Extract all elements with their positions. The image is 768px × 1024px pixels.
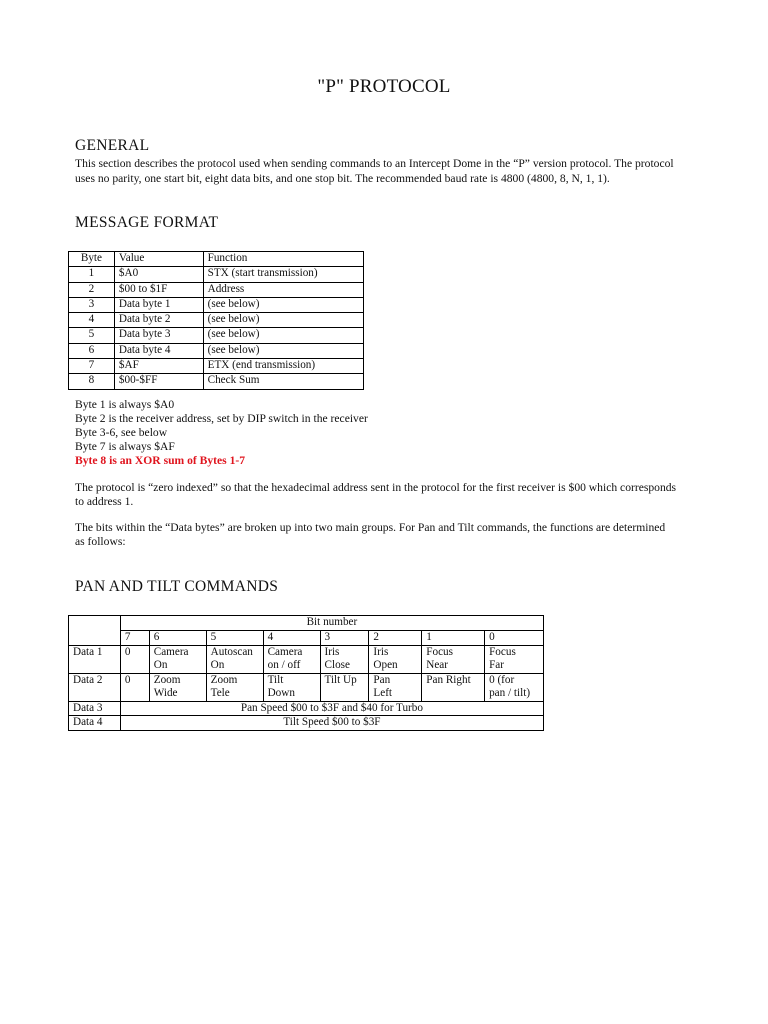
cell-text: on / off [267, 659, 301, 671]
table-cell: (see below) [203, 328, 363, 343]
general-text-line-1: This section describes the protocol used when sending commands to an Intercept Dome in the “P” version protocol. The protocol [75, 157, 674, 170]
bit-function-cell [320, 673, 369, 701]
general-text-line-2: uses no parity, one start bit, eight data bits, and one stop bit. The recommended baud rate is 4800 (4800, 8, N, 1, 1). [75, 172, 610, 185]
table-row [69, 359, 364, 374]
table-header-row [69, 252, 364, 267]
bit-function-cell [422, 673, 485, 701]
bit-function-cell [369, 673, 422, 701]
cell-text: 0 (for [489, 673, 515, 686]
cell-text: Far [489, 659, 504, 671]
cell-text: Autoscan [210, 645, 253, 658]
table-cell: Data byte 3 [114, 328, 203, 343]
data-bytes-line-2: as follows: [75, 535, 126, 548]
cell-text: On [210, 659, 225, 671]
cell-text: pan / tilt) [489, 687, 531, 699]
bit-function-cell [263, 673, 320, 701]
table-cell: 7 [69, 359, 115, 374]
table-row [69, 267, 364, 282]
table-cell: 6 [69, 343, 115, 358]
column-header: Byte [69, 252, 115, 267]
table-row [69, 374, 364, 389]
bit-function-cell [120, 645, 149, 673]
table-cell: Data byte 4 [114, 343, 203, 358]
cell-text: Left [373, 687, 393, 699]
cell-text: 0 [124, 673, 131, 686]
table-cell: $00-$FF [114, 374, 203, 389]
cell-text: Tele [210, 687, 230, 699]
bit-function-cell [149, 645, 206, 673]
row-label-data-4: Data 4 [69, 716, 121, 731]
table-cell: (see below) [203, 313, 363, 328]
cell-text: Zoom [153, 673, 181, 686]
table-cell: 3 [69, 297, 115, 312]
cell-text: Wide [153, 687, 178, 699]
cell-text: Tilt [267, 673, 284, 686]
bit-function-cell [206, 673, 263, 701]
row-label-data2: Data 2 [69, 673, 121, 701]
page-title: "P" PROTOCOL [317, 76, 451, 97]
bit-header: 3 [320, 631, 369, 646]
table-cell: ETX (end transmission) [203, 359, 363, 374]
table-cell: (see below) [203, 343, 363, 358]
bit-function-cell [320, 645, 369, 673]
table-cell: STX (start transmission) [203, 267, 363, 282]
table-cell: 5 [69, 328, 115, 343]
cell-text: Open [373, 659, 398, 671]
table-row [69, 282, 364, 297]
table-cell: Address [203, 282, 363, 297]
data-4-description: Tilt Speed $00 to $3F [120, 716, 543, 731]
cell-text: Down [267, 687, 295, 699]
table-cell: 1 [69, 267, 115, 282]
note-byte-8-checksum: Byte 8 is an XOR sum of Bytes 1-7 [75, 454, 246, 467]
table-cell: 8 [69, 374, 115, 389]
bit-function-cell [263, 645, 320, 673]
cell-text: Iris [324, 645, 340, 658]
cell-text: Near [426, 659, 448, 671]
bit-header: 6 [149, 631, 206, 646]
bit-header: 0 [485, 631, 544, 646]
table-row [69, 297, 364, 312]
table-cell: $AF [114, 359, 203, 374]
cell-text: Camera [153, 645, 189, 658]
zero-indexed-line-1: The protocol is “zero indexed” so that the hexadecimal address sent in the protocol for the first receiver is $00 which corresponds [75, 481, 677, 494]
note-byte-2: Byte 2 is the receiver address, set by DIP switch in the receiver [75, 412, 368, 425]
bit-header: 7 [120, 631, 149, 646]
table-cell: $00 to $1F [114, 282, 203, 297]
pan-tilt-heading: PAN AND TILT COMMANDS [75, 578, 279, 595]
bit-function-cell [485, 673, 544, 701]
corner-cell [69, 616, 121, 646]
column-header: Value [114, 252, 203, 267]
table-cell: Data byte 1 [114, 297, 203, 312]
cell-text: Tilt Up [324, 673, 357, 686]
message-format-heading: MESSAGE FORMAT [75, 214, 219, 231]
bit-header: 5 [206, 631, 263, 646]
cell-text: Zoom [210, 673, 238, 686]
note-byte-1: Byte 1 is always $A0 [75, 398, 175, 411]
bit-function-cell [369, 645, 422, 673]
cell-text: Camera [267, 645, 303, 658]
cell-text: Close [324, 659, 350, 671]
table-row [69, 328, 364, 343]
cell-text: Focus [489, 645, 516, 658]
table-cell: (see below) [203, 297, 363, 312]
table-cell: Check Sum [203, 374, 363, 389]
table-cell: $A0 [114, 267, 203, 282]
data-bytes-line-1: The bits within the “Data bytes” are broken up into two main groups. For Pan and Tilt commands, the functions are determined [75, 521, 666, 534]
message-format-table [68, 251, 364, 390]
bit-function-cell [149, 673, 206, 701]
pan-tilt-commands-table [68, 615, 544, 731]
note-byte-3-6: Byte 3-6, see below [75, 426, 168, 439]
note-byte-7: Byte 7 is always $AF [75, 440, 175, 453]
cell-text: Pan Right [426, 673, 471, 686]
bit-function-cell [485, 645, 544, 673]
bit-function-cell [120, 673, 149, 701]
cell-text: On [153, 659, 168, 671]
table-row [69, 313, 364, 328]
bit-function-cell [206, 645, 263, 673]
zero-indexed-line-2: to address 1. [75, 495, 134, 508]
cell-text: Iris [373, 645, 389, 658]
bit-number-header: Bit number [120, 616, 543, 631]
row-label-data1: Data 1 [69, 645, 121, 673]
general-heading: GENERAL [75, 137, 150, 154]
bit-function-cell [422, 645, 485, 673]
cell-text: Focus [426, 645, 453, 658]
column-header: Function [203, 252, 363, 267]
table-cell: 4 [69, 313, 115, 328]
cell-text: Pan [373, 673, 391, 686]
bit-header: 1 [422, 631, 485, 646]
table-cell: 2 [69, 282, 115, 297]
bit-header: 2 [369, 631, 422, 646]
data-3-description: Pan Speed $00 to $3F and $40 for Turbo [120, 701, 543, 716]
cell-text: 0 [124, 645, 131, 658]
table-row [69, 343, 364, 358]
bit-header: 4 [263, 631, 320, 646]
table-cell: Data byte 2 [114, 313, 203, 328]
row-label-data-3: Data 3 [69, 701, 121, 716]
